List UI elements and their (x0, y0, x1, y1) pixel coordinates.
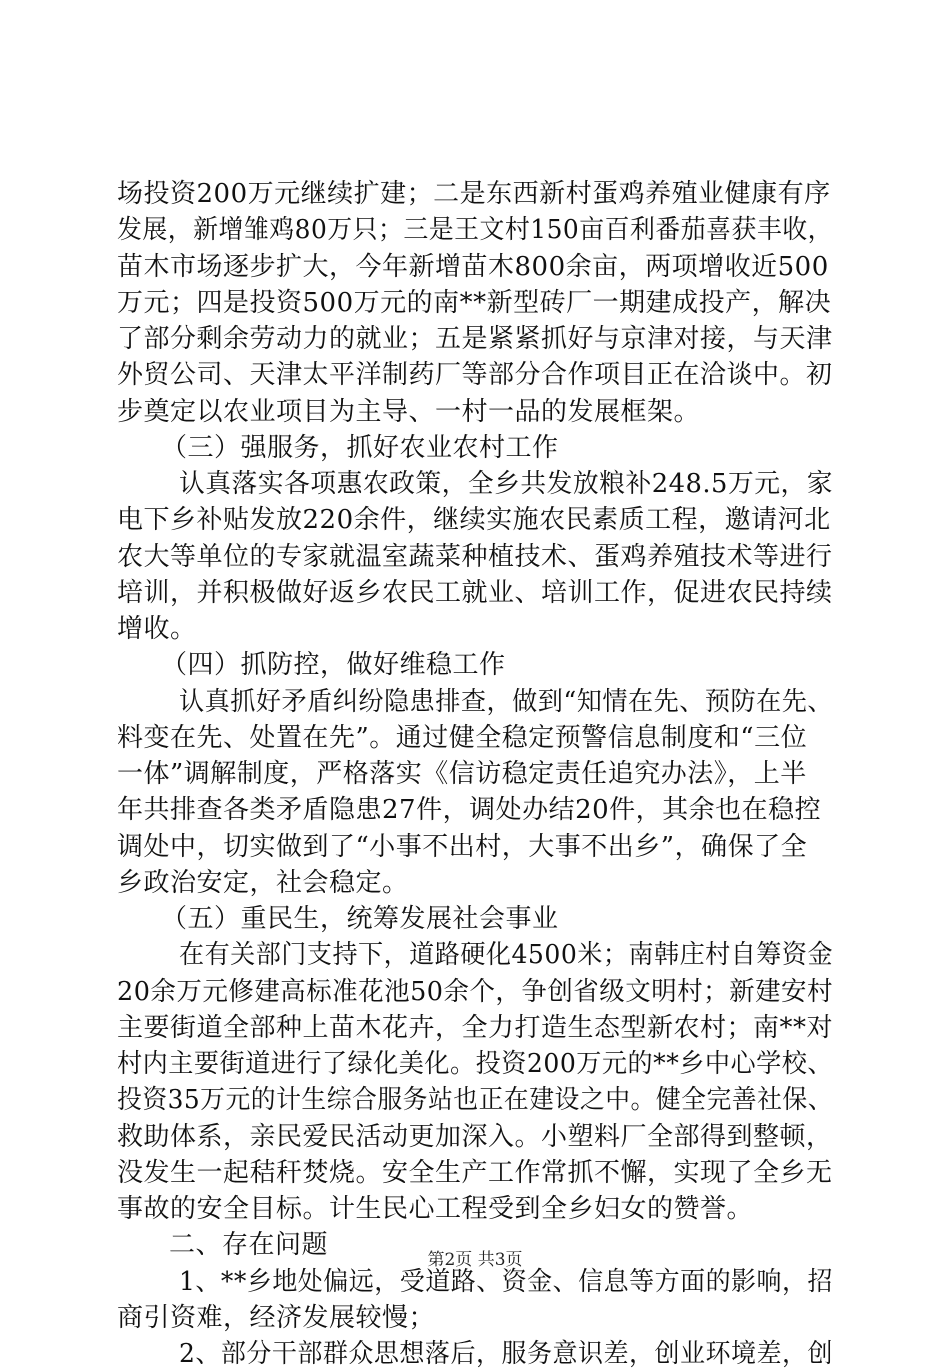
text-line: 没发生一起秸秆焚烧。安全生产工作常抓不懈，实现了全乡无 (117, 1157, 833, 1188)
text-line: 主要街道全部种上苗木花卉，全力打造生态型新农村；南**对 (117, 1012, 834, 1043)
text-line: 救助体系，亲民爱民活动更加深入。小塑料厂全部得到整顿， (117, 1121, 833, 1152)
text-line: 调处中，切实做到了“小事不出村，大事不出乡”，确保了全 (117, 831, 808, 862)
text-line: 农大等单位的专家就温室蔬菜种植技术、蛋鸡养殖技术等进行 (117, 541, 833, 572)
text-line: 投资35万元的计生综合服务站也正在建设之中。健全完善社保、 (117, 1085, 834, 1116)
text-line: 村内主要街道进行了绿化美化。投资200万元的**乡中心学校、 (117, 1049, 833, 1079)
text-line: 电下乡补贴发放220余件，继续实施农民素质工程，邀请河北 (117, 505, 831, 536)
text-line: 万元；四是投资500万元的南**新型砖厂一期建成投产，解决 (117, 287, 832, 318)
text-line: 在有关部门支持下，道路硬化4500米；南韩庄村自筹资金 (179, 940, 834, 971)
text-line: 外贸公司、天津太平洋制药厂等部分合作项目正在洽谈中。初 (117, 360, 833, 391)
page-footer (0, 1245, 950, 1270)
text-line: 一体”调解制度，严格落实《信访稳定责任追究办法》，上半 (117, 759, 807, 789)
text-line: 商引资难，经济发展较慢； (117, 1302, 436, 1333)
text-line: 场投资200万元继续扩建；二是东西新村蛋鸡养殖业健康有序 (117, 179, 831, 209)
text-line: 苗木市场逐步扩大，今年新增苗木800余亩，两项增收近500 (117, 251, 829, 282)
text-line: 1、**乡地处偏远，受道路、资金、信息等方面的影响，招 (179, 1266, 834, 1297)
text-line: 步奠定以农业项目为主导、一村一品的发展框架。 (117, 396, 701, 427)
section-heading: （四）抓防控，做好维稳工作 (161, 650, 506, 681)
text-line: 20余万元修建高标准花池50余个，争创省级文明村；新建安村 (117, 976, 833, 1007)
text-line: 增收。 (117, 614, 197, 644)
text-line: 发展，新增雏鸡80万只；三是王文村150亩百利番茄喜获丰收， (117, 215, 834, 246)
text-line: 事故的安全目标。计生民心工程受到全乡妇女的赞誉。 (117, 1194, 754, 1224)
text-line: 年共排查各类矛盾隐患27件，调处办结20件，其余也在稳控 (117, 795, 822, 826)
section-heading: （五）重民生，统筹发展社会事业 (161, 904, 559, 934)
page-number: 第2页 共3页 (427, 1250, 523, 1270)
text-line: 认真落实各项惠农政策，全乡共发放粮补248.5万元，家 (179, 469, 833, 499)
text-line: 2、部分干部群众思想落后，服务意识差，创业环境差，创 (179, 1339, 833, 1369)
text-line: 认真抓好矛盾纠纷隐患排查，做到“知情在先、预防在先、 (179, 686, 833, 717)
text-line: 料变在先、处置在先”。通过健全稳定预警信息制度和“三位 (117, 722, 808, 753)
text-line: 乡政治安定，社会稳定。 (117, 867, 409, 898)
body-text (117, 176, 833, 1372)
text-line: 培训，并积极做好返乡农民工就业、培训工作，促进农民持续 (117, 577, 833, 608)
section-heading: （三）强服务，抓好农业农村工作 (161, 432, 559, 463)
section-heading: 二、存在问题 (169, 1230, 329, 1261)
text-line: 了部分剩余劳动力的就业；五是紧紧抓好与京津对接，与天津 (117, 324, 833, 354)
